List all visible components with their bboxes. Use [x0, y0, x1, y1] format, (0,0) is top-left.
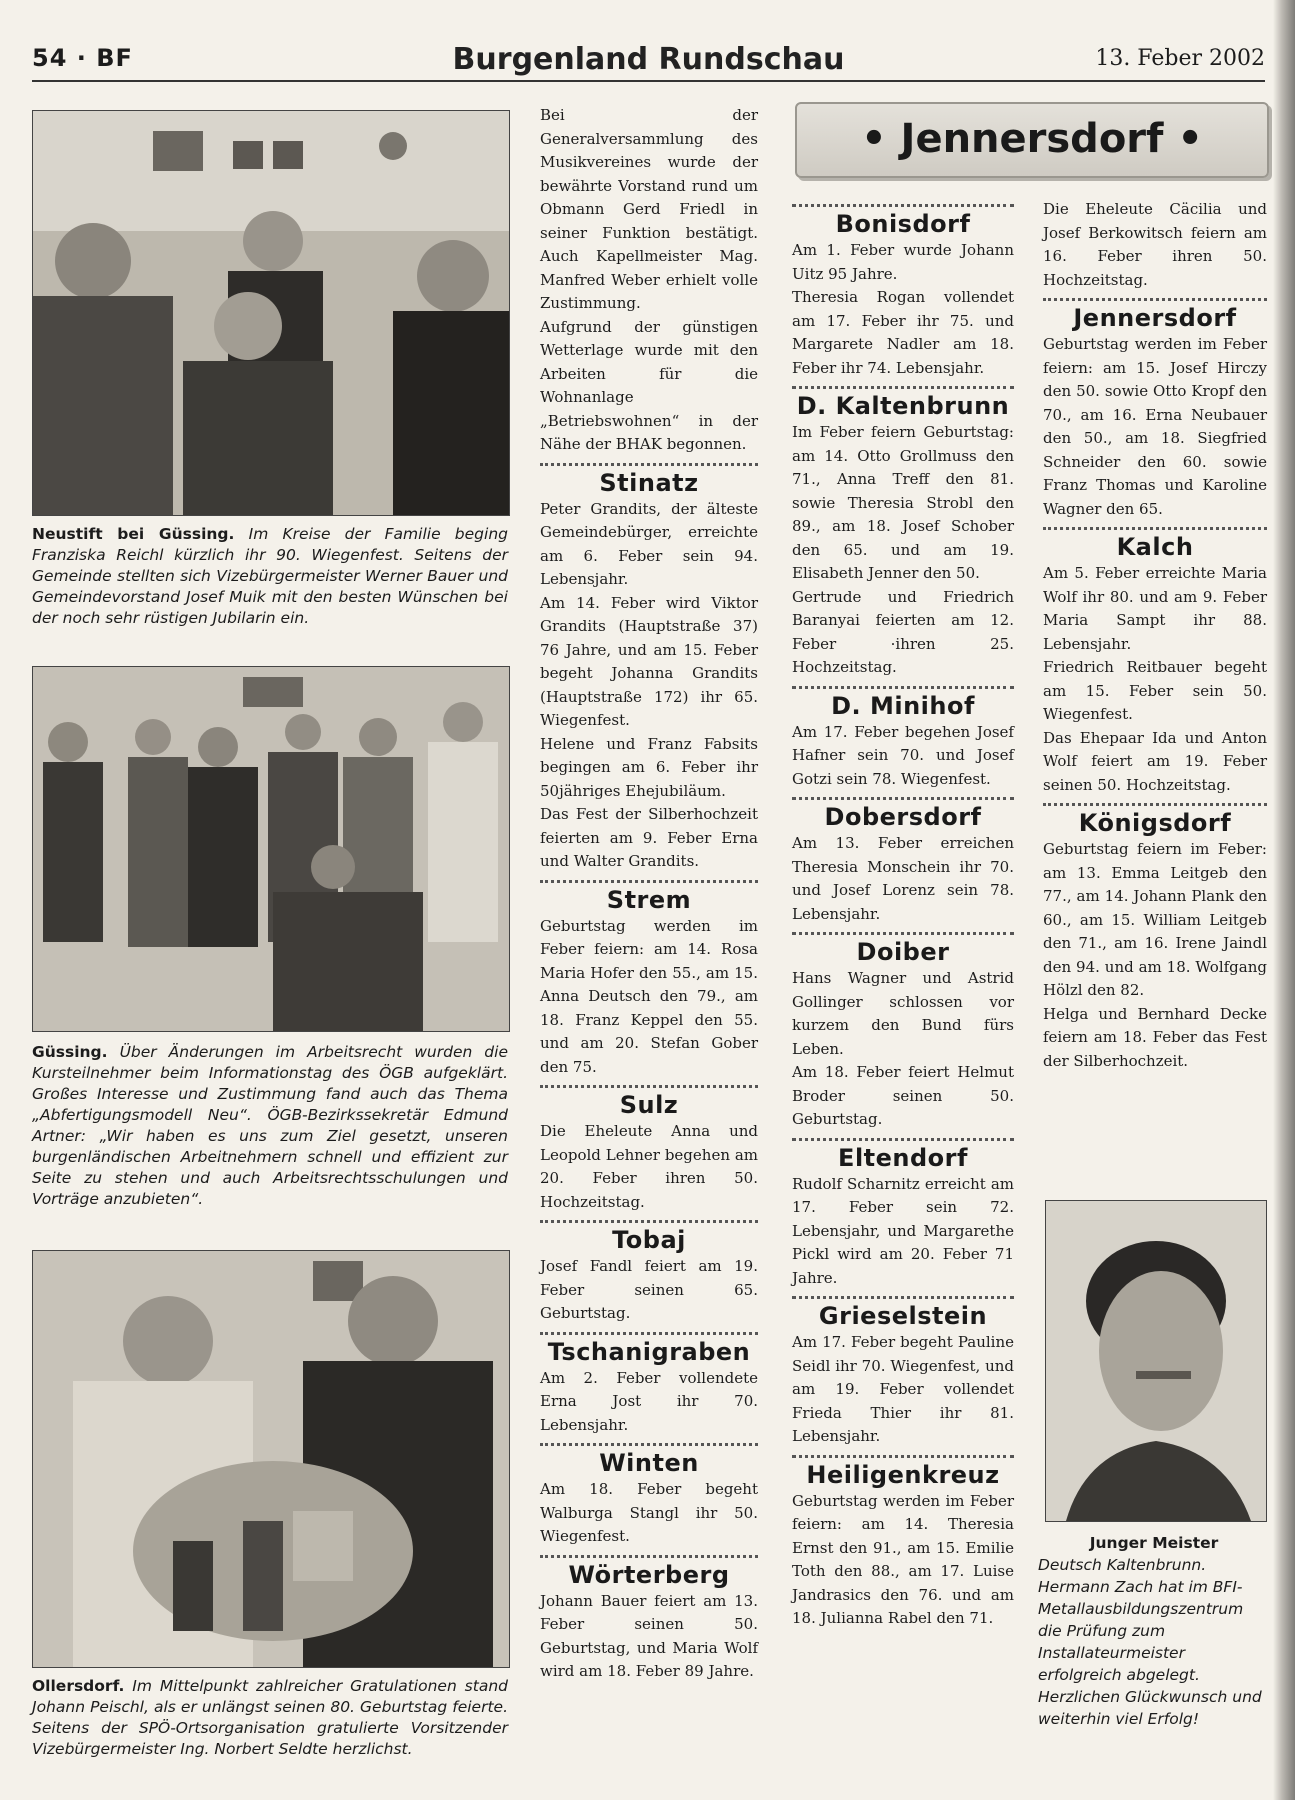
section-heading-grieselstein: Grieselstein	[818, 1302, 988, 1330]
section-heading-tschanigraben: Tschanigraben	[547, 1337, 751, 1366]
caption-place: Neustift bei Güssing.	[32, 525, 235, 543]
article-paragraph: Geburtstag feiern im Feber: am 13. Emma Leitgeb den 77., am 14. Johann Plank den 60., am 15. William Leitgeb den 71., am 16. Irene Jaindl den 94. und am 18. Wolfgang Hölzl den 82.	[1043, 840, 1267, 999]
section-heading-strem: Strem	[606, 885, 692, 914]
region-banner-title: • Jennersdorf •	[861, 116, 1203, 162]
section-divider	[540, 463, 758, 466]
caption-place: Güssing.	[32, 1043, 108, 1061]
section-divider	[1043, 527, 1267, 530]
section-divider	[1043, 803, 1267, 806]
article-paragraph: Geburtstag werden im Feber feiern: am 14. Theresia Ernst den 91., am 15. Emilie Toth den 88., am 17. Luise Jandrasics den 76. und am 18. Julianna Rabel den 71.	[792, 1491, 1014, 1627]
issue-date: 13. Feber 2002	[1095, 46, 1265, 71]
section-heading-sulz: Sulz	[619, 1091, 679, 1119]
section-divider	[792, 932, 1014, 935]
photo-portrait-young-master	[1045, 1200, 1267, 1522]
article-paragraph: Am 13. Feber erreichen Theresia Monschein ihr 70. und Josef Lorenz sein 78. Lebensjahr.	[792, 834, 1014, 923]
article-paragraph: Am 18. Feber begeht Walburga Stangl ihr 50. Wiegenfest.	[540, 1480, 758, 1545]
photo-caption-guessing	[32, 1042, 508, 1210]
caption-text: Im Kreise der Familie beging Franziska Reichl kürzlich ihr 90. Wiegenfest. Seitens der Gemeinde stellten sich Vizebürgermeister Werner Bauer und Gemeindevorstand Josef Muik mit den besten Wünschen bei der noch sehr rüstigen Jubilarin ein.	[32, 525, 508, 627]
section-divider	[792, 1296, 1014, 1299]
article-paragraph: Das Ehepaar Ida und Anton Wolf feiert am 19. Feber seinen 50. Hochzeitstag.	[1043, 728, 1267, 794]
column-4	[1043, 198, 1267, 1073]
page-header	[32, 40, 1265, 82]
section-heading-doiber: Doiber	[856, 938, 950, 966]
section-heading-minihof: D. Minihof	[831, 691, 975, 720]
section-divider	[792, 386, 1014, 389]
photo-caption-neustift	[32, 524, 508, 629]
section-heading-heiligenkreuz: Heiligenkreuz	[806, 1460, 1000, 1489]
article-paragraph: Am 1. Feber wurde Johann Uitz 95 Jahre.	[792, 241, 1014, 283]
section-divider	[540, 1555, 758, 1558]
article-paragraph: Das Fest der Silberhochzeit feierten am 9. Feber Erna und Walter Grandits.	[540, 805, 758, 870]
section-heading-kalch: Kalch	[1116, 533, 1194, 561]
article-paragraph: Johann Bauer feiert am 13. Feber seinen 50. Geburtstag, und Maria Wolf wird am 18. Feber 89 Jahre.	[540, 1591, 758, 1680]
section-heading-dobersdorf: Dobersdorf	[824, 803, 982, 831]
article-paragraph: Peter Grandits, der älteste Gemeindebürger, erreichte am 6. Feber sein 94. Lebensjahr.	[540, 499, 758, 588]
article-paragraph: Hans Wagner und Astrid Gollinger schlossen vor kurzem den Bund fürs Leben.	[792, 969, 1014, 1058]
newspaper-title: Burgenland Rundschau	[452, 42, 845, 77]
article-paragraph: Am 14. Feber wird Viktor Grandits (Hauptstraße 37) 76 Jahre, und am 15. Feber begeht Johanna Grandits (Hauptstraße 172) ihr 65. Wiegenfest.	[540, 593, 758, 729]
section-divider	[540, 880, 758, 883]
portrait-caption	[1038, 1532, 1270, 1730]
section-divider	[540, 1085, 758, 1088]
section-divider	[1043, 298, 1267, 301]
section-divider	[792, 204, 1014, 207]
article-paragraph: Bei der Generalversammlung des Musikvereines wurde der bewährte Vorstand rund um Obmann Gerd Friedl in seiner Funktion bestätigt. Auch Kapellmeister Mag. Manfred Weber erhielt volle Zustimmung.	[540, 106, 758, 312]
section-heading-eltendorf: Eltendorf	[838, 1143, 968, 1172]
article-paragraph: Geburtstag werden im Feber feiern: am 15. Josef Hirczy den 50. sowie Otto Kropf den 70., am 16. Erna Neubauer den 50., am 18. Siegfried Schneider den 60. sowie Franz Thomas und Karoline Wagner den 65.	[1043, 335, 1267, 518]
column-3	[792, 198, 1014, 1631]
section-heading-kaltenbrunn: D. Kaltenbrunn	[796, 392, 1010, 420]
article-paragraph: Am 17. Feber begeht Pauline Seidl ihr 70. Wiegenfest, und am 19. Feber vollendet Frieda Thier ihr 81. Lebensjahr.	[792, 1333, 1014, 1445]
article-paragraph: Friedrich Reitbauer begeht am 15. Feber sein 50. Wiegenfest.	[1043, 658, 1267, 723]
page-number: 54 · BF	[32, 44, 133, 72]
article-paragraph: Gertrude und Friedrich Baranyai feierten am 12. Feber ·ihren 25. Hochzeitstag.	[792, 587, 1014, 676]
section-divider	[792, 797, 1014, 800]
article-paragraph: Josef Fandl feiert am 19. Feber seinen 65. Geburtstag.	[540, 1257, 758, 1322]
caption-text: Im Mittelpunkt zahlreicher Gratulationen stand Johann Peischl, als er unlängst seinen 80. Geburtstag feierte. Seitens der SPÖ-Ortsorganisation gratulierte Vorsitzender Vizebürgermeister Ing. Norbert Seldte herzlichst.	[32, 1677, 508, 1758]
section-divider	[792, 1455, 1014, 1458]
section-heading-stinatz: Stinatz	[599, 468, 699, 497]
article-paragraph: Die Eheleute Anna und Leopold Lehner begehen am 20. Feber ihren 50. Hochzeitstag.	[540, 1122, 758, 1211]
section-heading-winten: Winten	[599, 1449, 699, 1477]
portrait-caption-text: Deutsch Kaltenbrunn. Hermann Zach hat im BFI-Metallausbildungszentrum die Prüfung zum Installateurmeister erfolgreich abgelegt. Herzlichen Glückwunsch und weiterhin viel Erfolg!	[1038, 1556, 1262, 1728]
article-paragraph: Helga und Bernhard Decke feiern am 18. Feber das Fest der Silberhochzeit.	[1043, 1004, 1267, 1070]
caption-text: Über Änderungen im Arbeitsrecht wurden die Kursteilnehmer beim Informationstag des ÖGB aufgeklärt. Großes Interesse und Zustimmung fand auch das Thema „Abfertigungsmodell Neu“. ÖGB-Bezirkssekretär Edmund Artner: „Wir haben es uns zum Ziel gesetzt, unseren burgenländischen Arbeitnehmern schnell und effizient zur Seite zu stehen und auch Arbeitsrechtsschulungen und Vorträge anzubieten“.	[32, 1043, 508, 1208]
article-paragraph: Am 17. Feber begehen Josef Hafner sein 70. und Josef Gotzi sein 78. Wiegenfest.	[792, 722, 1014, 788]
section-divider	[792, 1138, 1014, 1141]
section-heading-tobaj: Tobaj	[612, 1226, 686, 1254]
article-paragraph: Am 2. Feber vollendete Erna Jost ihr 70. Lebensjahr.	[540, 1368, 758, 1434]
article-paragraph: Im Feber feiern Geburtstag: am 14. Otto Grollmuss den 71., Anna Treff den 81. sowie Theresia Strobl den 89., am 18. Josef Schober den 65. und am 19. Elisabeth Jenner den 50.	[792, 423, 1014, 582]
article-paragraph: Die Eheleute Cäcilia und Josef Berkowitsch feiern am 16. Feber ihren 50. Hochzeitstag.	[1043, 200, 1267, 289]
section-heading-woerterberg: Wörterberg	[568, 1560, 730, 1589]
article-paragraph: Am 5. Feber erreichte Maria Wolf ihr 80. und am 9. Feber Maria Sampt ihr 88. Lebensjahr.	[1043, 564, 1267, 653]
section-heading-koenigsdorf: Königsdorf	[1078, 809, 1232, 837]
column-2	[540, 104, 758, 1684]
scan-edge-shadow	[1273, 0, 1295, 1800]
section-divider	[540, 1332, 758, 1335]
article-paragraph: Aufgrund der günstigen Wetterlage wurde mit den Arbeiten für die Wohnanlage „Betriebswohnen“ in der Nähe der BHAK begonnen.	[540, 317, 758, 453]
section-divider	[792, 686, 1014, 689]
article-paragraph: Helene und Franz Fabsits begingen am 6. Feber ihr 50jähriges Ehejubiläum.	[540, 734, 758, 800]
photo-family-celebration	[32, 110, 510, 516]
photo-caption-ollersdorf	[32, 1676, 508, 1760]
caption-place: Ollersdorf.	[32, 1677, 125, 1695]
article-paragraph: Am 18. Feber feiert Helmut Broder seinen 50. Geburtstag.	[792, 1063, 1014, 1128]
section-heading-jennersdorf: Jennersdorf	[1073, 304, 1237, 332]
photo-oegb-course	[32, 666, 510, 1032]
photo-birthday-gift	[32, 1250, 510, 1668]
section-divider	[540, 1220, 758, 1223]
article-paragraph: Rudolf Scharnitz erreicht am 17. Feber sein 72. Lebensjahr, und Margarethe Pickl wird am 20. Feber 71 Jahre.	[792, 1174, 1014, 1287]
article-paragraph: Theresia Rogan vollendet am 17. Feber ihr 75. und Margarete Nadler am 18. Feber ihr 74. Lebensjahr.	[792, 288, 1014, 377]
region-banner	[795, 102, 1269, 178]
section-heading-bonisdorf: Bonisdorf	[835, 210, 971, 238]
article-paragraph: Geburtstag werden im Feber feiern: am 14. Rosa Maria Hofer den 55., am 15. Anna Deutsch den 79., am 18. Franz Keppel den 55. und am 20. Stefan Gober den 75.	[540, 916, 758, 1076]
section-divider	[540, 1443, 758, 1446]
portrait-caption-title: Junger Meister	[1089, 1534, 1219, 1552]
